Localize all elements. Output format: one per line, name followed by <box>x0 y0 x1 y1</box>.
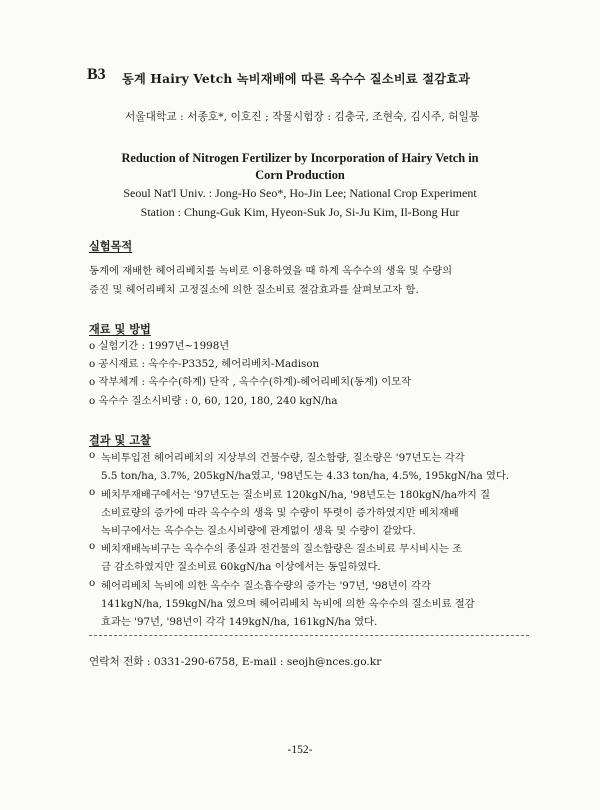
korean-title: 동계 Hairy Vetch 녹비재배에 따른 옥수수 질소비료 절감효과 <box>122 72 471 86</box>
results-item-1-line-2: 5.5 ton/ha, 3.7%, 205kgN/ha였고, '98년도는 4.33 ton/ha, 4.5%, 195kgN/ha 였다. <box>101 470 510 482</box>
contact-info: 연락처 전화 : 0331-290-6758, E-mail : seojh@nces.go.kr <box>89 656 382 668</box>
results-bullet-2: o <box>89 486 96 498</box>
purpose-line-2: 증진 및 헤어리베치 고정질소에 의한 질소비료 절감효과를 살펴보고자 함. <box>89 284 419 296</box>
english-title-line-2: Corn Production <box>255 168 345 182</box>
results-item-4-line-3: 효과는 '97년, '98년이 각각 149kgN/ha, 161kgN/ha 였다. <box>101 616 378 628</box>
english-title-line-1: Reduction of Nitrogen Fertilizer by Incorporation of Hairy Vetch in <box>121 151 479 165</box>
page-number: -152- <box>287 744 313 756</box>
results-item-4-line-1: 헤어리베치 녹비에 의한 옥수수 질소흡수량의 증가는 '97년, '98년이 각각 <box>101 580 431 592</box>
results-bullet-4: o <box>89 577 96 589</box>
results-item-2-line-3: 녹비구에서는 옥수수는 질소시비량에 관계없이 생육 및 수량이 같았다. <box>101 525 416 537</box>
results-item-4-line-2: 141kgN/ha, 159kgN/ha 였으며 헤어리베치 녹비에 의한 옥수수의 질소비료 절감 <box>101 598 475 610</box>
results-heading: 결과 및 고찰 <box>89 433 151 447</box>
purpose-line-1: 동계에 재배한 헤어리베치를 녹비로 이용하였을 때 하계 옥수수의 생육 및 수량의 <box>89 265 453 277</box>
english-affiliation-line-1: Seoul Nat'l Univ. : Jong-Ho Seo*, Ho-Jin Lee; National Crop Experiment <box>123 186 477 200</box>
results-item-2-line-1: 베치무재배구에서는 '97년도는 질소비료 120kgN/ha, '98년도는 180kgN/ha까지 질 <box>101 489 491 501</box>
results-bullet-1: o <box>89 449 96 461</box>
results-item-2-line-2: 소비료량의 증가에 따라 옥수수의 생육 및 수량이 뚜렷이 증가하였지만 베치재배 <box>101 507 459 519</box>
abstract-code: B3 <box>87 66 106 83</box>
results-item-3-line-1: 베치재배녹비구는 옥수수의 종실과 전건물의 질소함량은 질소비료 무시비시는 조 <box>101 543 463 555</box>
methods-item-n-rate: o 옥수수 질소시비량 : 0, 60, 120, 180, 240 kgN/ha <box>89 395 338 407</box>
results-item-3-line-2: 금 감소하였지만 질소비료 60kgN/ha 이상에서는 동일하였다. <box>101 561 381 573</box>
methods-item-cropping-system: o 작부체계 : 옥수수(하계) 단작 , 옥수수(하계)-헤어리베치(동계) 이모작 <box>89 376 412 388</box>
korean-authors: 서울대학교 : 서종호*, 이호진 ; 작물시험장 : 김충국, 조현숙, 김시주, 허일봉 <box>125 111 480 123</box>
methods-item-period: o 실험기간 : 1997년~1998년 <box>89 340 230 352</box>
purpose-heading: 실험목적 <box>89 239 133 253</box>
dashed-divider <box>89 635 529 636</box>
results-bullet-3: o <box>89 540 96 552</box>
methods-heading: 재료 및 방법 <box>89 322 151 336</box>
english-affiliation-line-2: Station : Chung-Guk Kim, Hyeon-Suk Jo, Si-Ju Kim, Il-Bong Hur <box>140 205 460 219</box>
results-item-1-line-1: 녹비투입전 헤어리베치의 지상부의 건물수량, 질소함량, 질소량은 '97년도는 각각 <box>101 452 465 464</box>
methods-item-materials: o 공시재료 : 옥수수-P3352, 헤어리베치-Madison <box>89 358 320 370</box>
